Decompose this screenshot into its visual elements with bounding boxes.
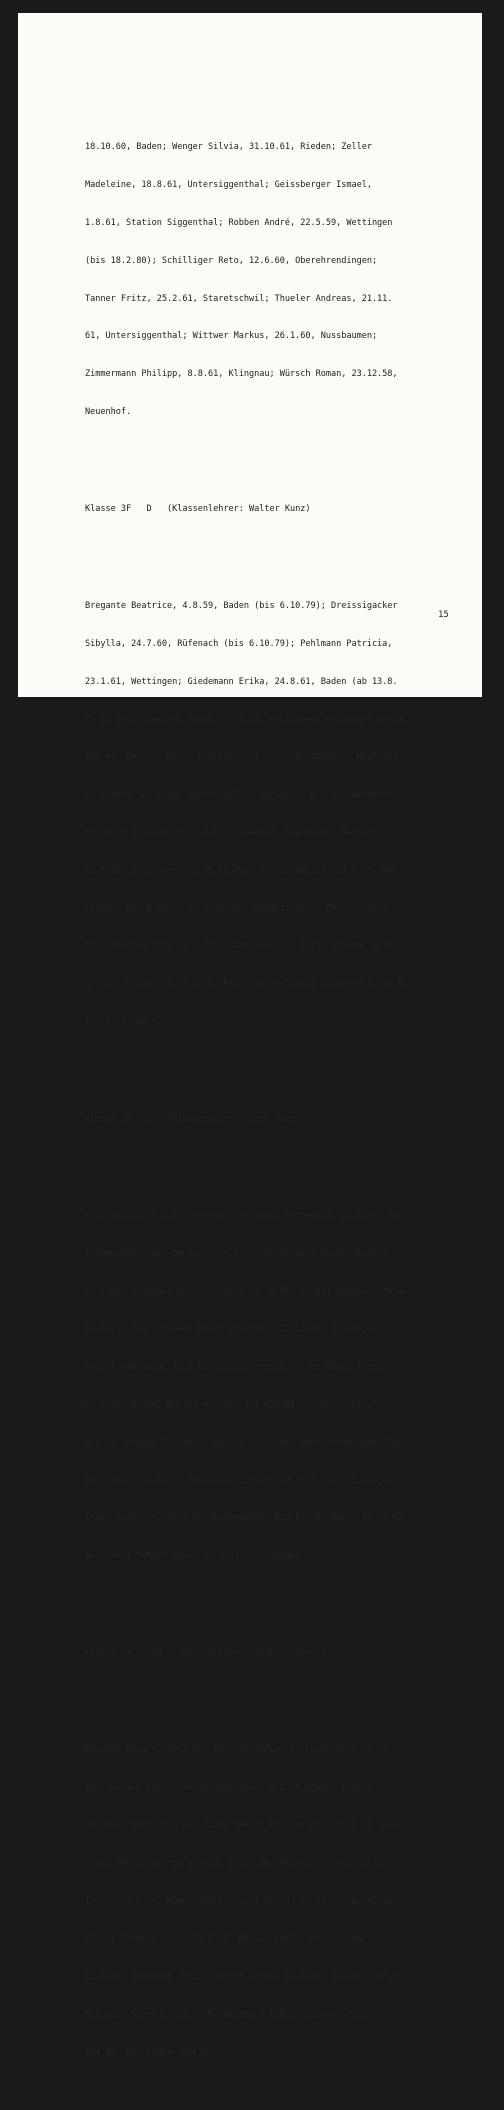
page-content	[85, 91, 465, 2110]
text-line: 60, Zurzach (HPL); Gremminger Eva, 10.2.60, Baden (HPL);	[85, 1783, 372, 1794]
text-line: gelberg Christian, 4.3.60, Riniken; Vaglietti Alessandro, 29.5.	[85, 978, 408, 989]
class-4a-heading: Klasse 4a PSG (Klassenlehrer: Robert Merki)	[85, 1648, 326, 1659]
text-line: Madeleine, 18.8.61, Untersiggenthal; Geissberger Ismael,	[85, 180, 372, 191]
intro-paragraph	[85, 116, 465, 443]
text-line: (bis 18.2.80); Schilliger Reto, 12.6.60, Oberehrendingen;	[85, 255, 378, 266]
class-3g-paragraph	[85, 1185, 465, 1588]
class-3f-paragraph	[85, 575, 465, 1054]
text-line: Irina, 21.5.60, Mumpf (HPL); Suter Anita, 13.11.60, Wettingen	[85, 1896, 398, 1907]
text-line: tingen; Beltrame Daniela, 29.9.60, Wettingen; Bucher Ingrid,	[85, 1248, 393, 1259]
text-line: Ineichen Susi, 2.4.60, Baden (HPL); Riniker Evi, 17.6.59, Win-	[85, 1820, 403, 1831]
text-line: 79 in USA); Herendi Helen, 22.7.59, Wettingen; Hottinger Sonja,	[85, 714, 408, 725]
text-line: Zimmermann Philipp, 8.8.61, Klingnau; Würsch Roman, 23.12.58,	[85, 369, 398, 380]
text-line: 21.3.60, Döttingen (ab 29.10.79); de Min Daniel, 12.6.60, Wet-	[85, 865, 403, 876]
text-line: 61, Fislisbach.	[85, 1016, 162, 1027]
text-line: 3.8.61, Brugg; Novakovic Marina, 29.7.60, Oberehrendingen; Sar-	[85, 1437, 408, 1448]
text-line: 23.1.61, Wettingen; Giedemann Erika, 24.8.61, Baden (ab 13.8.	[85, 676, 398, 687]
page-number: 15	[438, 610, 449, 620]
text-line: Scherrer Bernadette, 3.4.61, Neuenhof; Stancheris Marina,	[85, 827, 378, 838]
class-4a-paragraph	[85, 1719, 465, 2084]
text-line: 2.4.59, Wettingen (HPL).	[85, 2047, 208, 2058]
text-line: Gerstl Gabriela, 19.6.61, Untersiggenthal; von Känel Irène,	[85, 1362, 388, 1373]
text-line: 18.10.60, Baden; Wenger Silvia, 31.10.61, Rieden; Zeller	[85, 142, 372, 153]
text-line: 23.7.60, Lengnau; Busatta Maria, 2.10.59, Turgi; Deppeler Maja,	[85, 1286, 408, 1297]
text-line: ker Anita, 10.8.61, Mägenwil; Spuler Lydia, 7.7.61, Endingen;	[85, 1475, 398, 1486]
text-line: ni Serena, 23.8.60, Baden; Müller Mariatte, 8.7.61, Neuenhof;	[85, 790, 398, 801]
text-line: 17.9.61, Tegerfelden; Dobsa Jasminka, 25.12.60, Wettingen;	[85, 1324, 383, 1335]
text-line: Schnyder Stephan, 10.9.59, Windisch (HPL); Wichser Peter,	[85, 2009, 378, 2020]
text-line: 2.1.61, Umiken; Kloss Svetlana, 24.3.61, Nussbaumen; Maifredi-	[85, 752, 403, 763]
text-line: Bregante Beatrice, 4.8.59, Baden (bis 6.10.79); Dreissigacker	[85, 601, 398, 612]
text-line: Stark Brigitte, 27.2.60, Ennetbaden; Stöckli Barbara, 19.11.61,	[85, 1513, 408, 1524]
text-line: Bach Astrid, 8.5.62, Umiken; Balzarini Simonetta, 22.8.60, Wet-	[85, 1211, 408, 1222]
text-line: Baschek Renate, 10.2.60, Zurzach (HPL); Dittus Esther, 8.11.	[85, 1745, 393, 1756]
text-line: disch (HPL); Spirgi Ursula, 14.11.59, Windisch (HPL); Stork	[85, 1858, 388, 1869]
text-line: tingen; Georg Balz, 13.2.59, Nussbaumen; Ryssl Daniel, 24.7.	[85, 903, 393, 914]
text-line: 61, Untersiggenthal; Wittwer Markus, 26.1.60, Nussbaumen;	[85, 331, 378, 342]
class-3g-heading: Klasse 3G D (Klassenlehrer: Karl Huber)	[85, 1113, 306, 1124]
text-line: Tanner Fritz, 25.2.61, Staretschwil; Thueler Andreas, 21.11.	[85, 293, 393, 304]
text-line: Birrhard; Suhner Gabi, 31.1.61, Killwangen.	[85, 1551, 306, 1562]
text-line: (HPL); *Brogli Rolf, 11.8.60, Möhlin (HPL); Kessler Martin,	[85, 1934, 388, 1945]
text-line: Sibylla, 24.7.60, Rüfenach (bis 6.10.79); Pehlmann Patricia,	[85, 638, 393, 649]
text-line: 13.6.61, Brugg; Kuster Ariane, 2.1.61, Birr; Maurer Sibyl,	[85, 1399, 383, 1410]
text-line: Neuenhof.	[85, 406, 132, 417]
class-3f-heading: Klasse 3F D (Klassenlehrer: Walter Kunz)	[85, 504, 311, 514]
text-line: 1.8.61, Station Siggenthal; Robben André, 22.5.59, Wettingen	[85, 217, 393, 228]
text-line: 59, Dietikon (bis 13.8.79); Senn André, 8.6.61, Rieden; Spie-	[85, 941, 398, 952]
text-line: 13.9.59, Windisch (HPL); Obrist Erich, 14.9.60, Döttwil (HPL);	[85, 1972, 403, 1983]
document-page	[18, 13, 482, 2058]
